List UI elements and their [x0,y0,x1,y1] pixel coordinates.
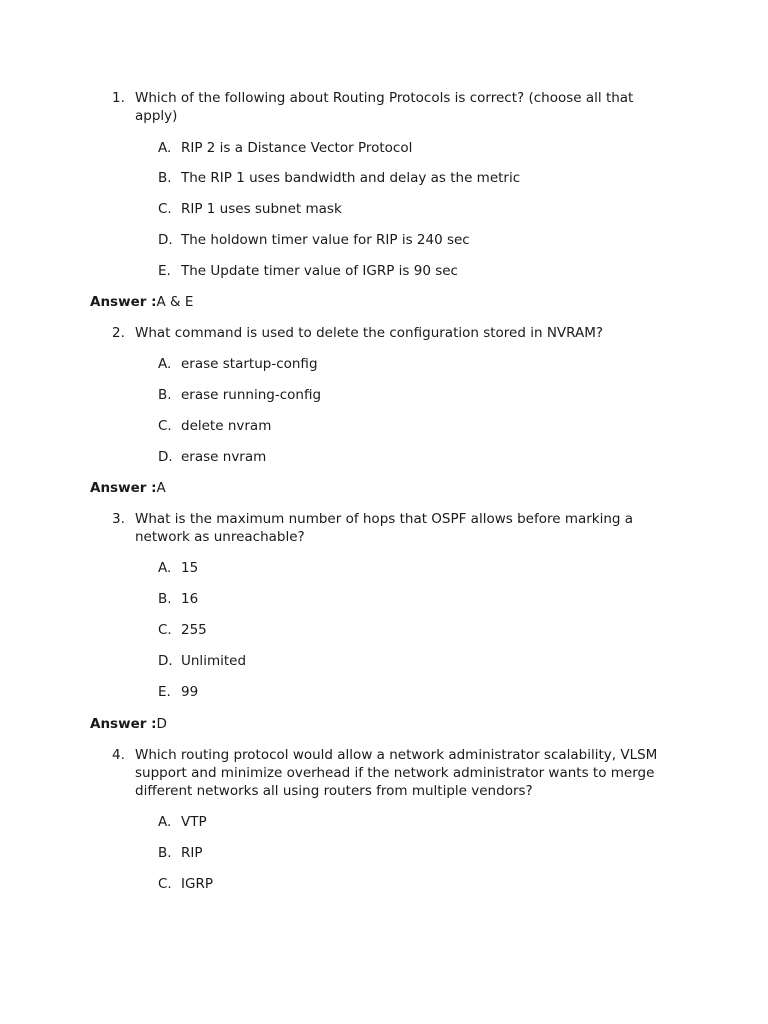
option-text: Unlimited [181,653,247,669]
option-letter: B. [158,387,172,403]
option-letter: D. [158,232,173,248]
question-text: What command is used to delete the configuration stored in NVRAM? [135,325,604,341]
question-3 [112,510,672,546]
question-number: 2. [112,325,125,341]
option-1d [158,231,470,249]
option-letter: C. [158,201,172,217]
option-letter: D. [158,653,173,669]
answer-value: A [156,480,166,496]
option-letter: B. [158,591,172,607]
option-letter: D. [158,449,173,465]
option-text: RIP [181,845,203,861]
option-letter: C. [158,876,172,892]
option-text: VTP [181,814,207,830]
answer-3 [90,715,167,733]
answer-label: Answer : [90,480,157,496]
option-text: The RIP 1 uses bandwidth and delay as the metric [181,170,521,186]
answer-1 [90,293,193,311]
option-3e [158,683,198,701]
option-letter: A. [158,356,172,372]
option-text: erase startup-config [181,356,318,372]
answer-value: D [156,716,167,732]
option-letter: A. [158,814,172,830]
option-text: The Update timer value of IGRP is 90 sec [181,263,458,279]
option-letter: E. [158,684,171,700]
answer-2 [90,479,166,497]
option-4b [158,844,203,862]
option-text: 15 [181,560,199,576]
option-2d [158,448,266,466]
option-3a [158,559,198,577]
option-3c [158,621,207,639]
option-text: 99 [181,684,199,700]
question-2 [112,324,672,342]
option-text: The holdown timer value for RIP is 240 sec [181,232,470,248]
question-4 [112,746,672,800]
option-letter: A. [158,140,172,156]
answer-value: A & E [156,294,194,310]
option-letter: A. [158,560,172,576]
question-text: Which of the following about Routing Protocols is correct? (choose all that apply) [135,90,634,124]
option-3b [158,590,198,608]
answer-label: Answer : [90,716,157,732]
option-letter: C. [158,418,172,434]
option-2b [158,386,321,404]
option-letter: B. [158,845,172,861]
option-4c [158,875,213,893]
question-text: What is the maximum number of hops that OSPF allows before marking a network as unreachable? [135,511,634,545]
option-letter: E. [158,263,171,279]
question-1 [112,89,672,125]
answer-label: Answer : [90,294,157,310]
question-number: 1. [112,90,125,106]
option-text: 16 [181,591,199,607]
option-4a [158,813,207,831]
option-text: IGRP [181,876,213,892]
option-3d [158,652,246,670]
option-1a [158,139,412,157]
option-2c [158,417,271,435]
option-text: erase running-config [181,387,322,403]
option-letter: B. [158,170,172,186]
option-text: 255 [181,622,207,638]
question-text: Which routing protocol would allow a network administrator scalability, VLSM support and minimize overhead if the network administrator wants to merge different networks all using routers from multiple vendors? [135,747,658,799]
option-text: erase nvram [181,449,267,465]
option-1c [158,200,342,218]
option-text: delete nvram [181,418,272,434]
option-text: RIP 2 is a Distance Vector Protocol [181,140,413,156]
option-1b [158,169,520,187]
option-letter: C. [158,622,172,638]
option-2a [158,355,318,373]
option-text: RIP 1 uses subnet mask [181,201,342,217]
question-number: 4. [112,747,125,763]
question-number: 3. [112,511,125,527]
option-1e [158,262,458,280]
